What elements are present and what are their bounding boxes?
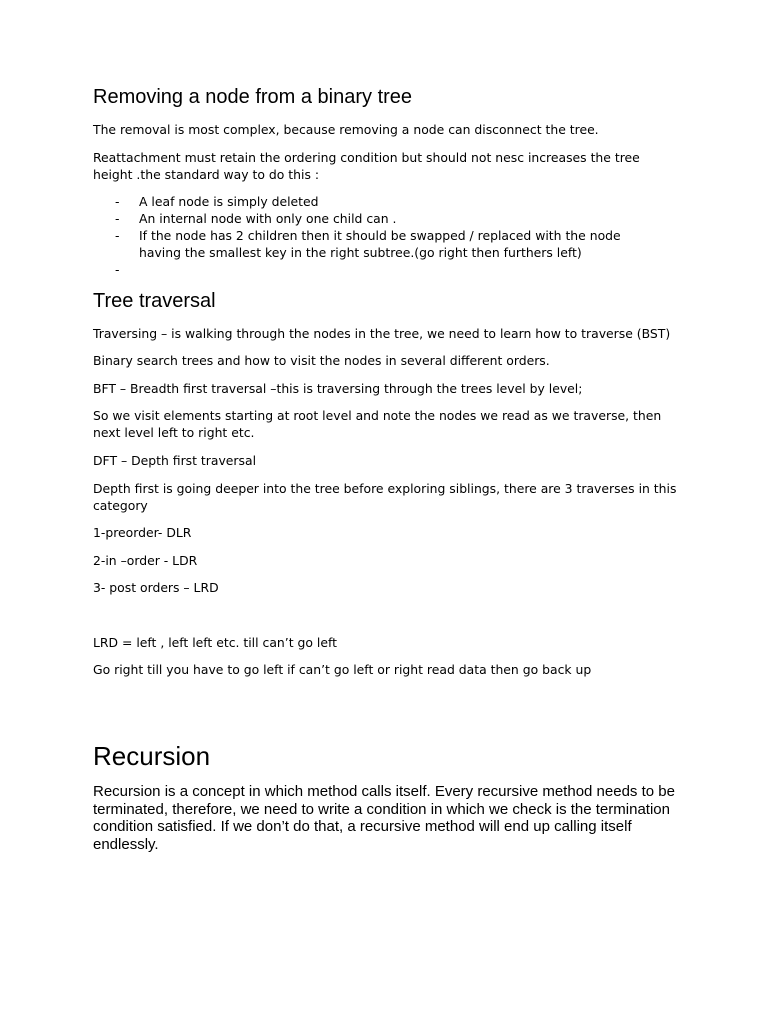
bullet-dash: - [115, 211, 120, 226]
paragraph-depth-first: Depth first is going deeper into the tree before exploring siblings, there are 3 traverses in this category [93, 481, 677, 513]
list-item-text: A leaf node is simply deleted [139, 194, 319, 209]
list-item-text: An internal node with only one child can . [139, 211, 397, 226]
paragraph-bft: BFT – Breadth first traversal –this is traversing through the trees level by level; [93, 381, 583, 396]
paragraph-reattachment: Reattachment must retain the ordering condition but should not nesc increases the tree height .the standard way to do this : [93, 150, 640, 182]
paragraph-bst-orders: Binary search trees and how to visit the nodes in several different orders. [93, 353, 550, 368]
list-item-text: If the node has 2 children then it should be swapped / replaced with the node having the smallest key in the right subtree.(go right then furthers left) [139, 228, 621, 260]
bullet-dash: - [115, 262, 120, 277]
paragraph-inorder: 2-in –order - LDR [93, 553, 198, 568]
paragraph-postorder: 3- post orders – LRD [93, 580, 219, 595]
heading-removing-node: Removing a node from a binary tree [93, 86, 413, 108]
heading-recursion: Recursion [93, 741, 211, 771]
paragraph-traversing: Traversing – is walking through the nodes in the tree, we need to learn how to traverse (BST) [93, 326, 671, 341]
bullet-dash: - [115, 194, 120, 209]
paragraph-preorder: 1-preorder- DLR [93, 525, 192, 540]
heading-tree-traversal: Tree traversal [93, 290, 216, 312]
bullet-dash: - [115, 228, 120, 243]
removal-bullet-list [93, 193, 678, 278]
list-item [93, 210, 659, 227]
list-item [93, 261, 659, 278]
list-item [93, 227, 659, 261]
paragraph-go-right: Go right till you have to go left if can’t go left or right read data then go back up [93, 662, 592, 677]
paragraph-dft: DFT – Depth first traversal [93, 453, 257, 468]
list-item [93, 193, 659, 210]
paragraph-recursion: Recursion is a concept in which method calls itself. Every recursive method needs to be terminated, therefore, we need to write a condition in which we check is the termination condition satisfied. If we don’t do that, a recursive method will end up calling itself endlessly. [93, 783, 675, 853]
paragraph-visit-elements: So we visit elements starting at root level and note the nodes we read as we traverse, then next level left to right etc. [93, 408, 662, 440]
paragraph-removal-complex: The removal is most complex, because removing a node can disconnect the tree. [93, 122, 599, 137]
paragraph-lrd-left: LRD = left , left left etc. till can’t go left [93, 635, 337, 650]
